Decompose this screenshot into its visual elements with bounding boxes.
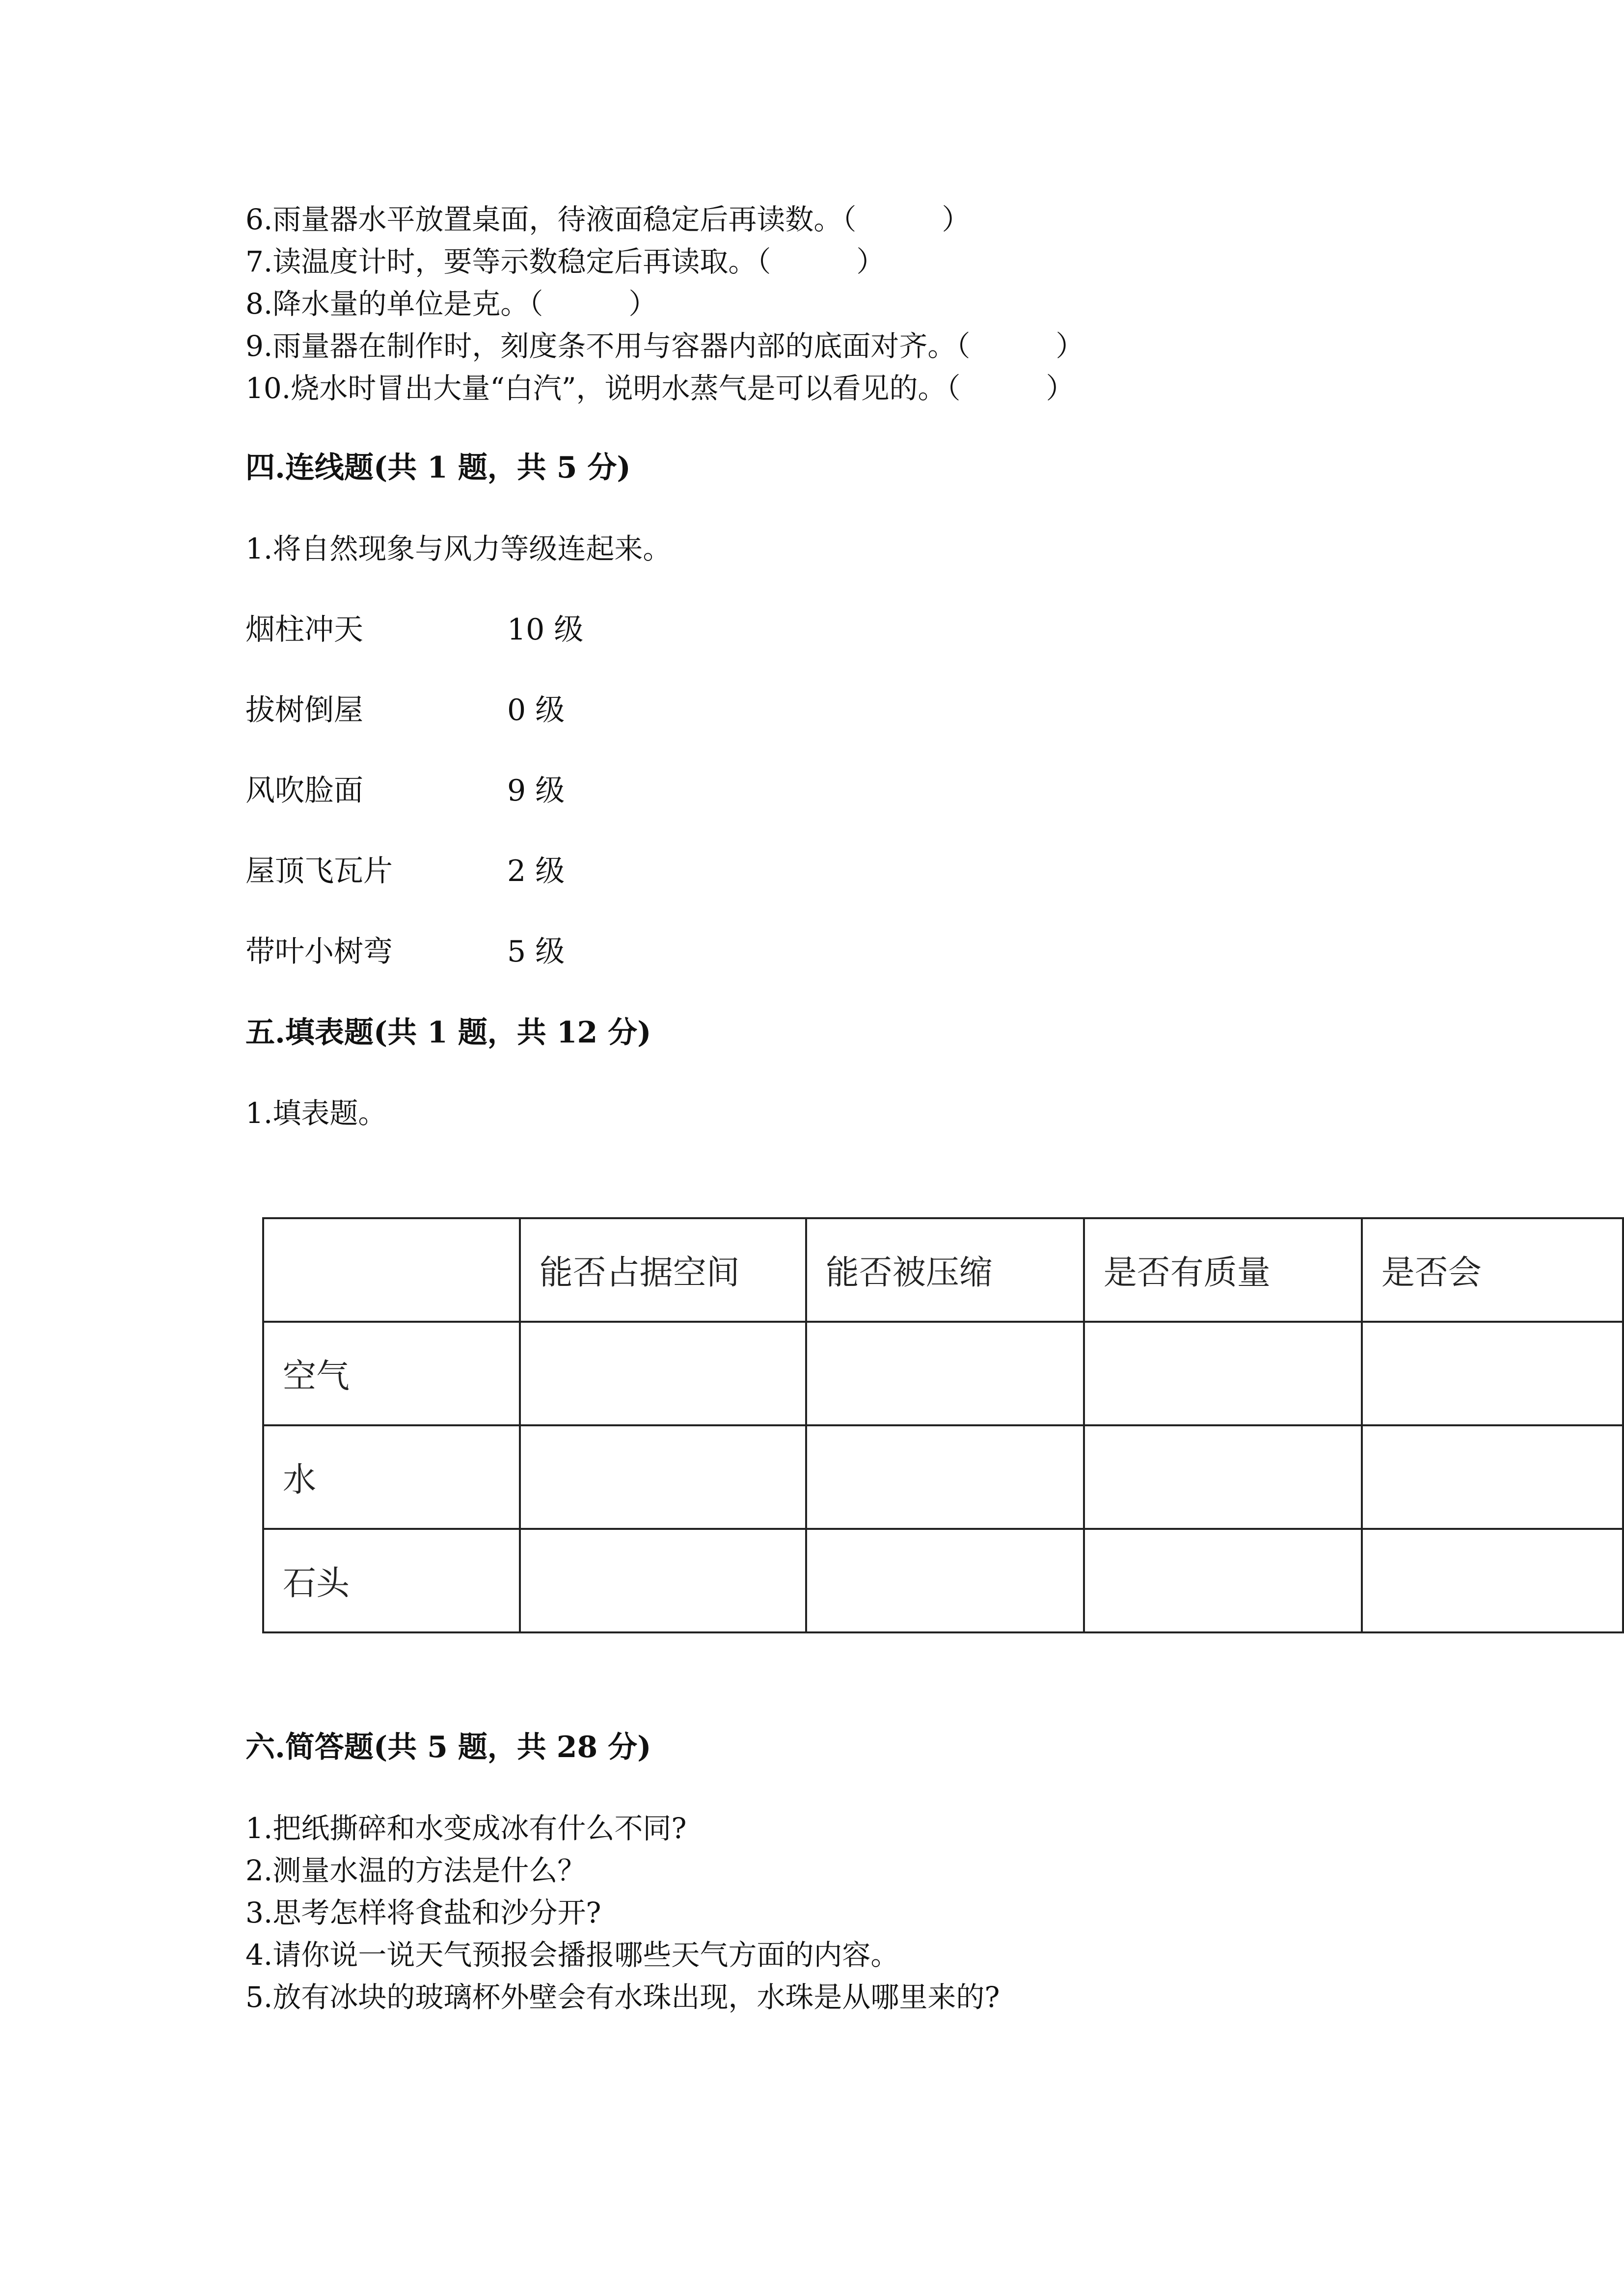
judge-item-7: 7.读温度计时，要等示数稳定后再读取。（ ） [245, 245, 885, 278]
table-row [263, 1322, 1623, 1425]
table-header-cell: 能否被压缩 [806, 1218, 1084, 1322]
fill-table-container [262, 1217, 1624, 1634]
table-header-row [263, 1218, 1623, 1322]
judge-item-6: 6.雨量器水平放置桌面，待液面稳定后再读数。（ ） [245, 203, 971, 236]
match-right-5: 5 级 [507, 934, 565, 969]
short-answer-4: 4.请你说一说天气预报会播报哪些天气方面的内容。 [245, 1938, 899, 1972]
table-row [263, 1529, 1623, 1632]
section5-title: 五.填表题(共 1 题，共 12 分) [245, 1015, 651, 1050]
match-right-2: 0 级 [507, 693, 565, 727]
table-header-cell: 能否占据空间 [520, 1218, 806, 1322]
table-row [263, 1425, 1623, 1529]
match-left-1: 烟柱冲天 [245, 613, 363, 647]
table-answer-cell[interactable] [520, 1425, 806, 1529]
short-answer-5: 5.放有冰块的玻璃杯外壁会有水珠出现，水珠是从哪里来的? [245, 1980, 1000, 2014]
section5-question: 1.填表题。 [245, 1096, 387, 1130]
judge-item-10: 10.烧水时冒出大量“白汽”，说明水蒸气是可以看见的。（ ） [245, 372, 1075, 405]
table-answer-cell[interactable] [806, 1529, 1084, 1632]
fill-table [262, 1217, 1624, 1633]
match-right-1: 10 级 [507, 613, 584, 647]
table-row-label: 石头 [263, 1529, 520, 1632]
table-answer-cell[interactable] [520, 1322, 806, 1425]
short-answer-3: 3.思考怎样将食盐和沙分开? [245, 1896, 601, 1929]
table-header-cell: 是否有质量 [1084, 1218, 1362, 1322]
short-answer-2: 2.测量水温的方法是什么？ [245, 1854, 586, 1887]
match-left-2: 拔树倒屋 [245, 693, 363, 727]
table-header-cell [263, 1218, 520, 1322]
short-answer-1: 1.把纸撕碎和水变成冰有什么不同? [245, 1812, 687, 1845]
table-row-label: 水 [263, 1425, 520, 1529]
match-left-3: 风吹脸面 [245, 774, 363, 808]
table-answer-cell[interactable] [806, 1425, 1084, 1529]
judge-item-9: 9.雨量器在制作时，刻度条不用与容器内部的底面对齐。（ ） [245, 329, 1084, 363]
table-answer-cell[interactable] [806, 1322, 1084, 1425]
table-answer-cell[interactable] [520, 1529, 806, 1632]
table-answer-cell[interactable] [1362, 1425, 1623, 1529]
table-header-cell: 是否会 [1362, 1218, 1623, 1322]
section4-title: 四.连线题(共 1 题，共 5 分) [245, 451, 631, 485]
table-answer-cell[interactable] [1084, 1425, 1362, 1529]
judge-item-8: 8.降水量的单位是克。（ ） [245, 287, 657, 320]
table-answer-cell[interactable] [1084, 1529, 1362, 1632]
table-answer-cell[interactable] [1362, 1322, 1623, 1425]
table-row-label: 空气 [263, 1322, 520, 1425]
match-right-4: 2 级 [507, 854, 565, 888]
table-answer-cell[interactable] [1084, 1322, 1362, 1425]
match-right-3: 9 级 [507, 774, 565, 808]
section6-title: 六.简答题(共 5 题，共 28 分) [245, 1730, 651, 1764]
section4-question: 1.将自然现象与风力等级连起来。 [245, 532, 672, 565]
match-left-4: 屋顶飞瓦片 [245, 854, 393, 888]
match-left-5: 带叶小树弯 [245, 934, 393, 969]
table-answer-cell[interactable] [1362, 1529, 1623, 1632]
